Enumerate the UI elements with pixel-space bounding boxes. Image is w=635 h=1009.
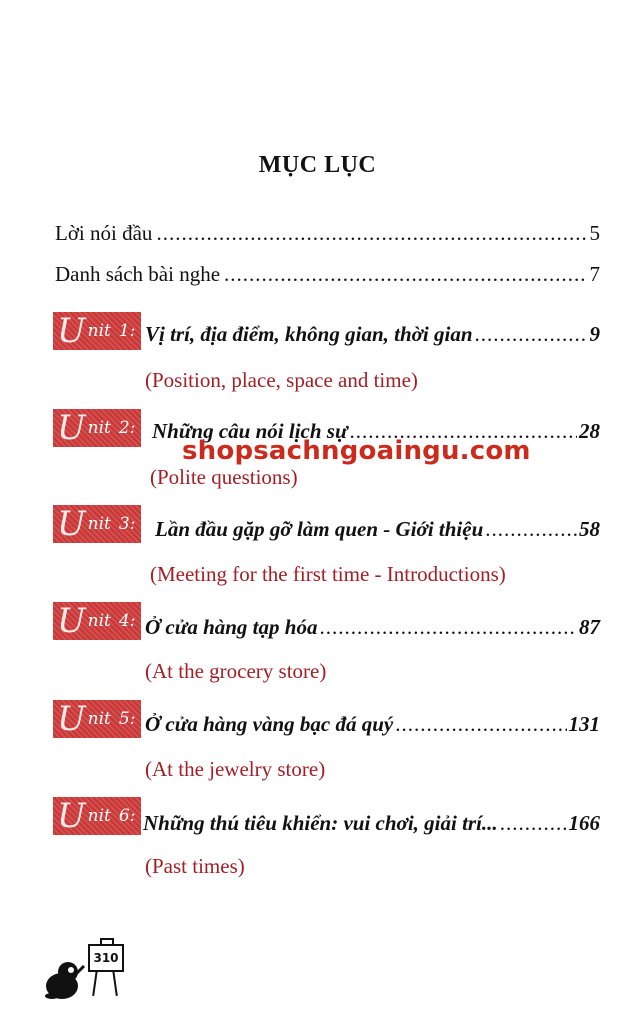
dot-leader (395, 714, 566, 735)
unit-english-title: (At the jewelry store) (145, 757, 326, 781)
unit-badge-initial: U (57, 796, 86, 836)
unit-title: Lần đầu gặp gỡ làm quen - Giới thiệu (155, 517, 484, 541)
dot-leader (319, 617, 577, 638)
toc-entry-label: Danh sách bài nghe (55, 262, 221, 286)
unit-page: 87 (579, 615, 600, 639)
toc-entry-preface[interactable] (55, 212, 600, 244)
dot-leader (475, 324, 588, 345)
toc-entry-unit-1[interactable] (145, 313, 600, 345)
toc-entry-unit-3[interactable] (155, 508, 600, 540)
unit-page: 9 (589, 322, 600, 346)
unit-badge-word: nit (87, 321, 111, 341)
unit-badge-initial: U (57, 601, 86, 641)
unit-badge-number: 4: (118, 611, 136, 631)
unit-badge-4 (53, 602, 141, 640)
unit-badge-6 (53, 797, 141, 835)
unit-badge-3 (53, 505, 141, 543)
toc-entry-page: 5 (589, 221, 600, 245)
unit-title: Những thú tiêu khiển: vui chơi, giải trí... (143, 811, 498, 835)
unit-badge-5 (53, 700, 141, 738)
unit-title: Những câu nói lịch sự (152, 419, 348, 443)
unit-title: Ở cửa hàng tạp hóa (145, 615, 318, 639)
unit-page: 28 (579, 419, 600, 443)
page-title: MỤC LỤC (258, 152, 377, 178)
unit-page: 166 (568, 811, 600, 835)
easel-leg-icon (112, 970, 118, 996)
unit-badge-number: 1: (118, 321, 136, 341)
unit-english-title: (Position, place, space and time) (145, 368, 418, 392)
watermark-text: shopsachngoaingu.com (182, 436, 531, 466)
easel-leg-icon (92, 970, 98, 996)
unit-badge-initial: U (57, 311, 86, 351)
unit-badge-initial: U (57, 504, 86, 544)
unit-badge-2 (53, 409, 141, 447)
toc-entry-unit-5[interactable] (145, 703, 600, 735)
page-number: 310 (88, 944, 124, 972)
dot-leader (485, 519, 577, 540)
unit-badge-number: 3: (118, 514, 136, 534)
unit-english-title: (Polite questions) (150, 465, 298, 489)
unit-badge-initial: U (57, 699, 86, 739)
unit-badge-number: 2: (118, 418, 136, 438)
dot-leader (500, 813, 567, 834)
toc-entry-page: 7 (589, 262, 600, 286)
unit-page: 58 (579, 517, 600, 541)
unit-badge-initial: U (57, 408, 86, 448)
page-number-area (40, 938, 130, 1000)
toc-entry-listening-list[interactable] (55, 253, 600, 285)
unit-page: 131 (568, 712, 600, 736)
unit-badge-word: nit (87, 611, 111, 631)
unit-english-title: (Meeting for the first time - Introductions) (150, 562, 506, 586)
unit-badge-word: nit (87, 709, 111, 729)
dot-leader (224, 264, 585, 285)
unit-title: Ở cửa hàng vàng bạc đá quý (145, 712, 394, 736)
unit-badge-word: nit (87, 514, 111, 534)
dot-leader (156, 223, 585, 244)
unit-badge-1 (53, 312, 141, 350)
toc-entry-unit-4[interactable] (145, 606, 600, 638)
unit-english-title: (At the grocery store) (145, 659, 327, 683)
unit-badge-word: nit (87, 418, 111, 438)
unit-english-title: (Past times) (145, 854, 245, 878)
toc-entry-label: Lời nói đầu (55, 221, 153, 245)
unit-badge-number: 6: (118, 806, 136, 826)
unit-badge-word: nit (87, 806, 111, 826)
mascot-icon (40, 956, 86, 1000)
toc-entry-unit-6[interactable] (143, 802, 600, 834)
unit-badge-number: 5: (118, 709, 136, 729)
unit-title: Vị trí, địa điểm, không gian, thời gian (145, 322, 473, 346)
